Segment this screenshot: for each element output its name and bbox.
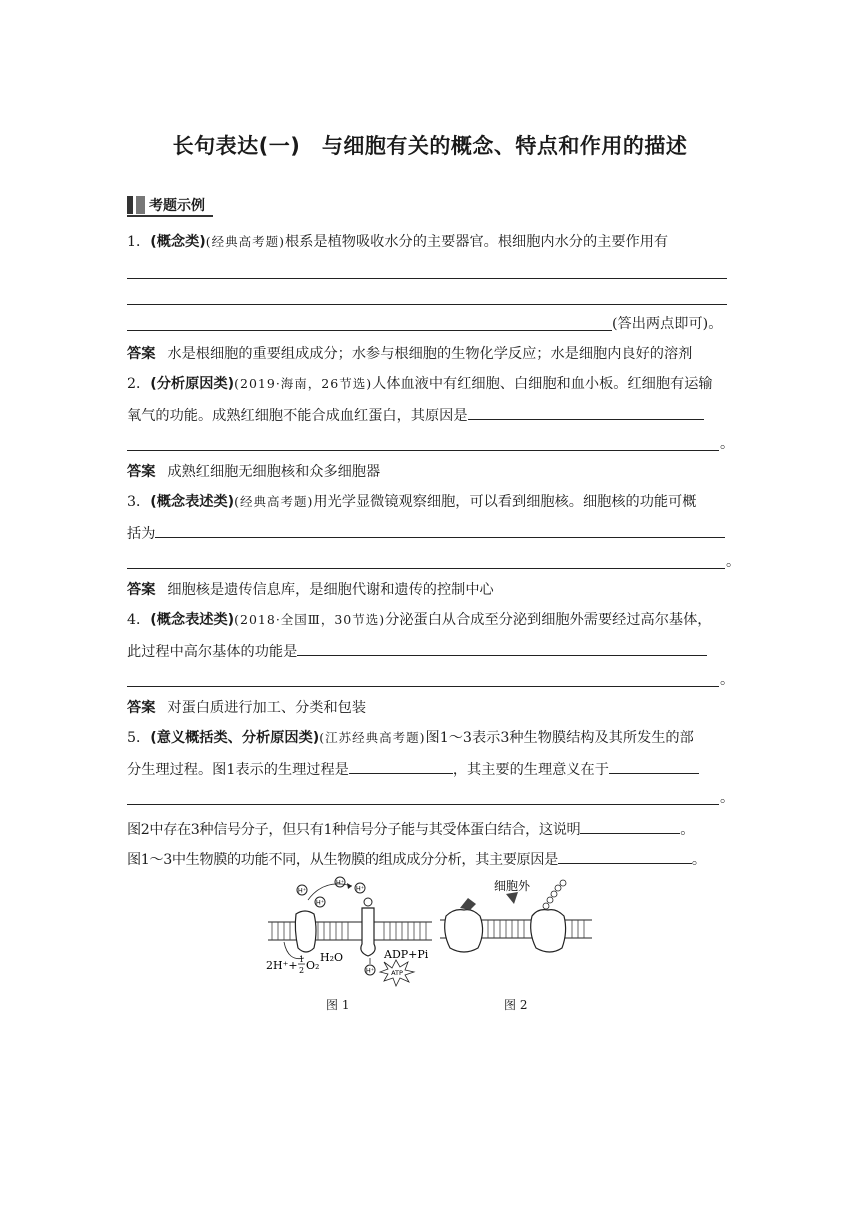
question-5-line2: [127, 758, 739, 780]
answer-text: 对蛋白质进行加工、分类和包装: [167, 700, 367, 716]
answer-blank[interactable]: [297, 640, 707, 656]
answer-blank[interactable]: [468, 404, 704, 420]
section-marker-icon: [127, 196, 133, 214]
section-underline: [127, 215, 213, 217]
receptor-protein: [531, 910, 566, 952]
answer-blank[interactable]: [127, 686, 719, 687]
period: 。: [726, 554, 741, 570]
answer-3: [127, 580, 739, 600]
membrane: [268, 922, 432, 940]
arrow-icon: [308, 884, 352, 900]
fig-label: H⁺: [355, 884, 365, 893]
question-number: 2．: [127, 376, 151, 392]
question-3: [127, 492, 739, 512]
figure-1-diagram: [264, 872, 436, 990]
question-5: [127, 728, 739, 748]
fig-label: H₂O: [320, 951, 344, 964]
atp-synthase: [361, 908, 375, 956]
figure-2-diagram: [436, 872, 596, 972]
question-text: 图2中存在3种信号分子，但只有1种信号分子能与其受体蛋白结合，这说明: [127, 822, 581, 838]
question-source: (江苏经典高考题): [319, 730, 426, 745]
fig-label: 2: [299, 966, 305, 975]
period: 。: [720, 436, 735, 452]
answer-blank[interactable]: [127, 804, 719, 805]
signal-molecule-icon: [543, 880, 566, 909]
section-header: [127, 194, 213, 216]
question-tail: (答出两点即可)。: [612, 316, 723, 332]
fig-label: 1: [299, 955, 305, 964]
period: 。: [680, 822, 695, 838]
question-type: (意义概括类、分析原因类): [150, 730, 320, 746]
answer-label: 答案: [127, 464, 156, 480]
question-text: 氧气的功能。成熟红细胞不能合成血红蛋白，其原因是: [127, 408, 468, 424]
question-1: [127, 232, 739, 252]
figure-1-caption: 图 1: [326, 998, 350, 1012]
question-5-line5: [127, 848, 739, 870]
question-text: 此过程中高尔基体的功能是: [127, 644, 298, 660]
fig-label: ADP+Pi: [384, 948, 429, 961]
question-type: (概念类): [150, 234, 206, 250]
answer-blank[interactable]: [609, 758, 699, 774]
question-5-line4: [127, 818, 739, 840]
fig-label: O₂: [306, 959, 320, 972]
answer-text: 细胞核是遗传信息库，是细胞代谢和遗传的控制中心: [167, 582, 494, 598]
fig-label: H⁺: [335, 878, 345, 887]
question-number: 3．: [127, 494, 151, 510]
question-text: 图1～3中生物膜的功能不同，从生物膜的组成成分分析，其主要原因是: [127, 852, 558, 868]
answer-blank[interactable]: [349, 758, 453, 774]
protein-complex: [295, 911, 316, 952]
answer-text: 水是根细胞的重要组成成分；水参与根细胞的生物化学反应；水是细胞内良好的溶剂: [167, 346, 693, 362]
answer-label: 答案: [127, 582, 156, 598]
question-text: 图1～3表示3种生物膜结构及其所发生的部: [425, 730, 694, 746]
fig-label: 2H⁺+: [266, 959, 298, 972]
question-text: 分泌蛋白从合成至分泌到细胞外需要经过高尔基体，: [385, 612, 712, 628]
question-text: ，其主要的生理意义在于: [452, 762, 609, 778]
signal-molecule-icon: [460, 898, 476, 910]
question-text: 分生理过程。图1表示的生理过程是: [127, 762, 349, 778]
answer-label: 答案: [127, 700, 156, 716]
fig-label: ATP: [391, 969, 403, 977]
receptor-protein: [445, 910, 483, 952]
fig-label: H⁺: [315, 898, 325, 907]
answer-blank[interactable]: [155, 522, 725, 538]
question-type: (概念表述类): [150, 494, 235, 510]
figure-2-caption: 图 2: [504, 998, 528, 1012]
question-text: 用光学显微镜观察细胞，可以看到细胞核。细胞核的功能可概: [313, 494, 697, 510]
answer-blank[interactable]: [127, 450, 719, 451]
answer-blank[interactable]: [558, 848, 692, 864]
question-text: 根系是植物吸收水分的主要器官。根细胞内水分的主要作用有: [285, 234, 669, 250]
signal-molecule-icon: [506, 892, 518, 904]
answer-label: 答案: [127, 346, 156, 362]
question-source: (2019·海南，26节选): [234, 376, 373, 391]
section-label: 考题示例: [145, 195, 213, 215]
question-number: 1．: [127, 234, 151, 250]
fig-label: H⁺: [365, 966, 375, 975]
answer-blank[interactable]: [127, 330, 612, 331]
answer-blank[interactable]: [127, 568, 725, 569]
question-source: (经典高考题): [234, 494, 314, 509]
question-text: 人体血液中有红细胞、白细胞和血小板。红细胞有运输: [372, 376, 713, 392]
period: 。: [720, 790, 735, 806]
page-title: 长句表达(一) 与细胞有关的概念、特点和作用的描述: [172, 134, 688, 158]
question-source: (经典高考题): [205, 234, 286, 249]
question-source: (2018·全国Ⅲ，30节选): [234, 612, 386, 627]
question-type: (分析原因类): [150, 376, 235, 392]
answer-blank[interactable]: [580, 818, 680, 834]
question-4-line2: [127, 640, 739, 662]
question-text: 括为: [127, 526, 156, 542]
fig-label: H⁺: [297, 886, 307, 895]
period: 。: [691, 852, 706, 868]
answer-text: 成熟红细胞无细胞核和众多细胞器: [167, 464, 381, 480]
question-2-line2: [127, 404, 739, 426]
answer-4: [127, 698, 739, 718]
question-3-line2: [127, 522, 739, 544]
question-number: 5．: [127, 730, 151, 746]
period: 。: [720, 672, 735, 688]
section-marker-icon: [136, 196, 145, 214]
question-2: [127, 374, 739, 394]
reaction-label: [266, 951, 343, 975]
answer-2: [127, 462, 739, 482]
answer-1: [127, 344, 739, 364]
question-number: 4．: [127, 612, 151, 628]
answer-blank[interactable]: [127, 278, 727, 279]
answer-blank[interactable]: [127, 304, 727, 305]
question-4: [127, 610, 739, 630]
fig-label: 细胞外: [494, 879, 531, 893]
question-type: (概念表述类): [150, 612, 235, 628]
